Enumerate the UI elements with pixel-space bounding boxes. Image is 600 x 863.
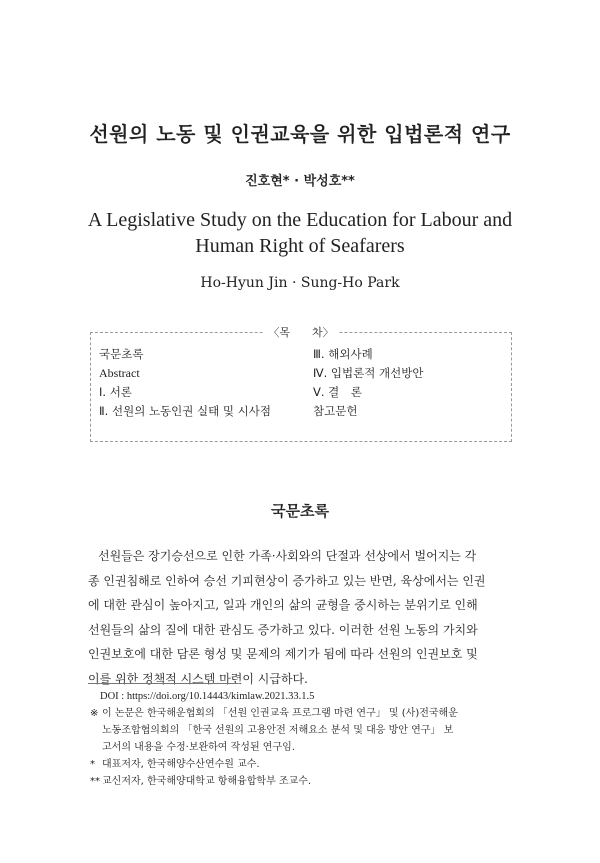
funding-note-line-1 [90,705,514,722]
footnotes [90,688,514,790]
author-mark: ** [90,776,100,787]
abstract-line: 인권보호에 대한 담론 형성 및 문제의 제기가 됨에 따라 선원의 인권보호 및 [88,647,478,661]
footnote-divider [88,683,238,684]
doi-footnote: DOI : https://doi.org/10.14443/kimlaw.2021.33.1.5 [100,691,315,702]
table-of-contents [90,326,512,442]
toc-item: Ⅳ. 입법론적 개선방안 [313,366,424,380]
funding-note-line-2: 노동조합협의회의 「한국 선원의 고용안전 저해요소 분석 및 대응 방안 연구」 보 [102,725,454,736]
english-authors: Ho-Hyun Jin · Sung-Ho Park [200,275,400,291]
toc-item: 국문초록 [99,347,144,361]
english-title-line-1: A Legislative Study on the Education for Labour and [87,209,513,231]
toc-item: Ⅰ. 서론 [99,385,132,399]
toc-item: Ⅲ. 해외사례 [313,347,373,361]
toc-item: Ⅱ. 선원의 노동인권 실태 및 시사점 [99,404,272,418]
author-note-1 [90,756,514,773]
toc-item: Abstract [99,366,140,380]
abstract-line: 에 대한 관심이 높아지고, 일과 개인의 삶의 균형을 중시하는 분위기로 인해 [88,598,478,612]
korean-title: 선원의 노동 및 인권교육을 위한 입법론적 연구 [89,122,511,146]
note-mark: ※ [90,708,99,719]
abstract-line: 이를 위한 정책적 시스템 마련이 시급하다. [88,671,308,686]
toc-item: Ⅴ. 결 론 [313,385,362,399]
toc-item: 참고문헌 [313,404,358,418]
toc-heading-text: 〈목 차〉 [264,326,337,339]
english-title-line-2: Human Right of Seafarers [195,235,405,257]
korean-authors: 진호현* · 박성호** [245,174,355,189]
abstract-heading: 국문초록 [271,502,329,520]
author-note-2 [90,773,514,790]
abstract-body [88,544,512,691]
author-note-text: 교신저자, 한국해양대학교 항해융합학부 조교수. [102,776,312,787]
toc-heading [91,324,511,340]
abstract-line: 선원들의 삶의 질에 대한 관심도 증가하고 있다. 이러한 선원 노동의 가치와 [88,622,478,637]
funding-note-text: 이 논문은 한국해운협회의 「선원 인권교육 프로그램 마련 연구」 및 (사)전국해운 [102,708,458,719]
english-title [0,207,600,259]
toc-right-column [313,345,423,421]
author-mark: * [90,759,95,770]
abstract-line: 선원들은 장기승선으로 인한 가족·사회와의 단절과 선상에서 벌어지는 각 [98,549,477,563]
abstract-line: 종 인권침해로 인하여 승선 기피현상이 증가하고 있는 반면, 육상에서는 인권 [88,573,486,588]
toc-left-column [99,345,271,421]
author-note-text: 대표저자, 한국해양수산연수원 교수. [102,759,260,770]
funding-note-line-3: 고서의 내용을 수정·보완하여 작성된 연구임. [102,742,295,753]
